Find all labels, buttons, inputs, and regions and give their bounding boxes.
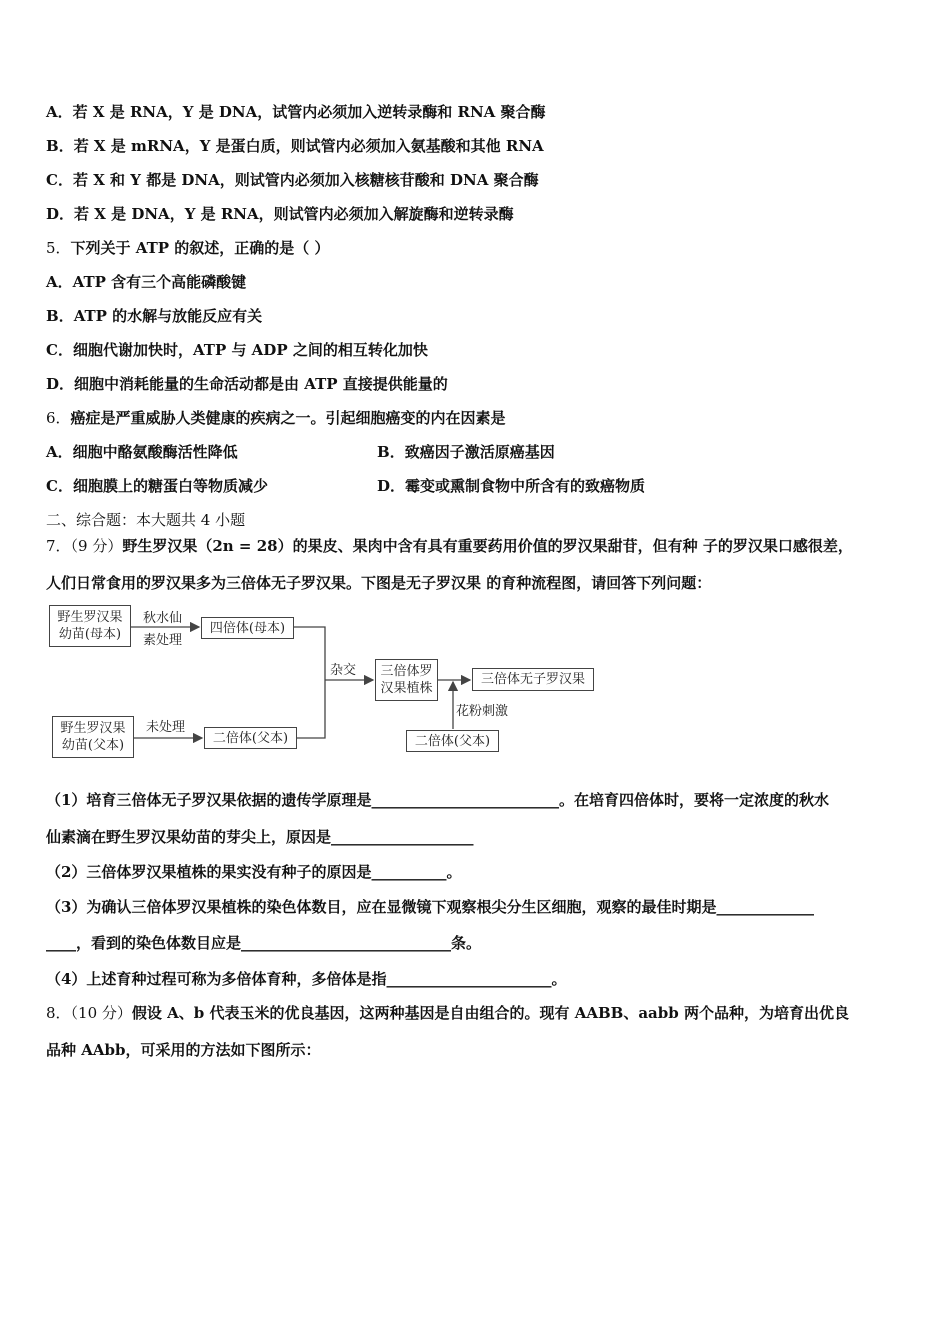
q5-option-d: D．细胞中消耗能量的生命活动都是由 ATP 直接提供能量的 [46,375,448,393]
label-untreated: 未处理 [146,720,186,735]
q4-option-b: B．若 X 是 mRNA，Y 是蛋白质，则试管内必须加入氨基酸和其他 RNA [46,137,544,155]
q4-option-c: C．若 X 和 Y 都是 DNA，则试管内必须加入核糖核苷酸和 DNA 聚合酶 [46,171,539,189]
q6-option-a: A．细胞中酪氨酸酶活性降低 [46,443,238,461]
label-cross: 杂交 [330,663,357,678]
q6-stem: 6．癌症是严重威胁人类健康的疾病之一。引起细胞癌变的内在因素是 [46,409,506,427]
section-heading: 二、综合题：本大题共 4 小题 [46,511,246,529]
label-pollen: 花粉刺激 [456,704,509,719]
box-wild-father-line1: 野生罗汉果 [60,721,126,736]
box-triploid-line2: 汉果植株 [380,681,433,696]
q5-option-b: B．ATP 的水解与放能反应有关 [46,307,263,325]
q7-sub2: （2）三倍体罗汉果植株的果实没有种子的原因是__________。 [46,863,462,881]
box-wild-mother-line1: 野生罗汉果 [57,610,123,625]
q8-stem-line1: 8．（10 分）假设 A、b 代表玉米的优良基因，这两种基因是自由组合的。现有 AABB、aabb 两个品种，为培育出优良 [46,1004,849,1022]
q5-option-c: C．细胞代谢加快时，ATP 与 ADP 之间的相互转化加快 [46,341,428,359]
q4-option-a: A．若 X 是 RNA，Y 是 DNA，试管内必须加入逆转录酶和 RNA 聚合酶 [46,103,546,121]
cross-bracket [294,627,325,738]
label-colchicine-2: 素处理 [143,633,183,648]
q5-stem: 5．下列关于 ATP 的叙述，正确的是（ ） [46,239,330,257]
q6-option-d: D．霉变或熏制食物中所含有的致癌物质 [377,477,646,495]
box-triploid-line1: 三倍体罗 [380,664,433,679]
q7-sub1-line2: 仙素滴在野生罗汉果幼苗的芽尖上，原因是___________________ [46,828,474,846]
q7-sub1-line1: （1）培育三倍体无子罗汉果依据的遗传学原理是_________________________。在培育四倍体时，要将一定浓度的秋水 [46,791,829,809]
box-wild-mother [49,605,131,647]
box-seedless: 三倍体无子罗汉果 [472,668,594,691]
box-diploid-father: 二倍体(父本) [204,727,297,749]
box-triploid [375,659,438,701]
box-wild-father-line2: 幼苗(父本) [61,738,125,753]
label-colchicine-1: 秋水仙 [143,611,183,626]
q8-stem-line2: 品种 AAbb，可采用的方法如下图所示： [46,1041,321,1059]
q6-option-b: B．致癌因子激活原癌基因 [377,443,555,461]
q7-stem-line2: 人们日常食用的罗汉果多为三倍体无子罗汉果。下图是无子罗汉果 的育种流程图，请回答下列问题： [46,574,712,592]
q4-option-d: D．若 X 是 DNA，Y 是 RNA，则试管内必须加入解旋酶和逆转录酶 [46,205,514,223]
box-wild-mother-line2: 幼苗(母本) [58,627,122,642]
q7-sub3-line1: （3）为确认三倍体罗汉果植株的染色体数目，应在显微镜下观察根尖分生区细胞，观察的最佳时期是_____________ [46,898,814,916]
q7-sub4: （4）上述育种过程可称为多倍体育种，多倍体是指______________________。 [46,970,567,988]
box-tetraploid: 四倍体(母本) [201,617,294,639]
q7-stem-line1: 7．（9 分）野生罗汉果（2n = 28）的果皮、果肉中含有具有重要药用价值的罗汉果甜苷，但有种 子的罗汉果口感很差， [46,537,853,555]
box-diploid-father-2: 二倍体(父本) [406,730,499,752]
q7-sub3-line2: ____，看到的染色体数目应是____________________________条。 [46,934,482,952]
box-wild-father [52,716,134,758]
q6-option-c: C．细胞膜上的糖蛋白等物质减少 [46,477,268,495]
q5-option-a: A．ATP 含有三个高能磷酸键 [46,273,247,291]
